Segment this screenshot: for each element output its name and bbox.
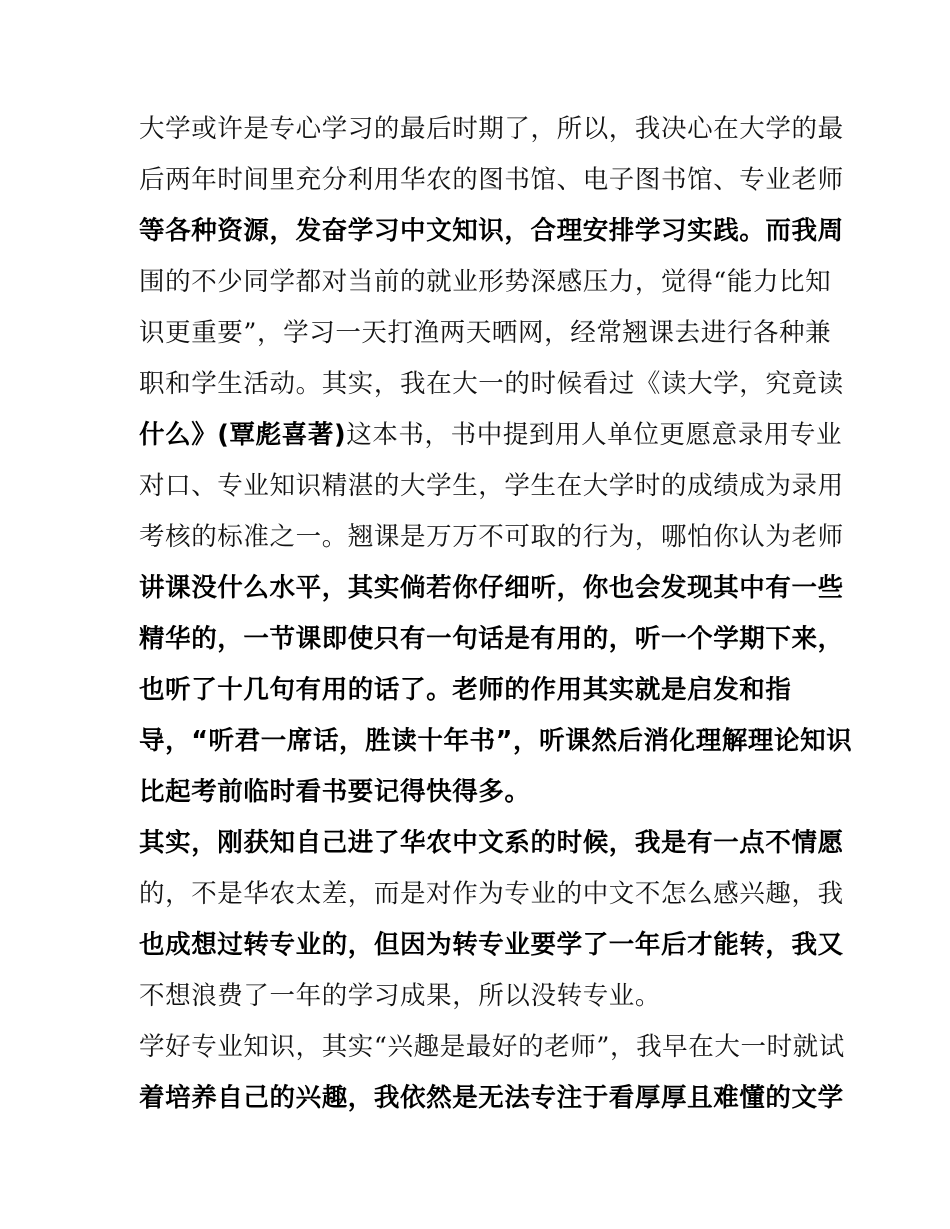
text-line-7-part-2: 这本书，书中提到用人单位更愿意录用专业 (346, 420, 843, 450)
text-line-20: 着培养自己的兴趣，我依然是无法专注于看厚厚且难懂的文学 (139, 1083, 844, 1113)
text-line-7-part-1: 什么》(覃彪喜著) (139, 420, 347, 450)
text-line-6: 职和学生活动。其实，我在大一的时候看过《读大学，究竟读 (139, 369, 844, 399)
text-line-8: 对口、专业知识精湛的大学生，学生在大学时的成绩成为录用 (139, 471, 844, 501)
text-line-16: 的，不是华农太差，而是对作为专业的中文不怎么感兴趣，我 (139, 879, 844, 909)
text-line-10: 讲课没什么水平，其实倘若你仔细听，你也会发现其中有一些 (139, 573, 844, 603)
text-line-17: 也成想过转专业的，但因为转专业要学了一年后才能转，我又 (139, 930, 844, 960)
text-line-3: 等各种资源，发奋学习中文知识，合理安排学习实践。而我周 (139, 216, 844, 246)
text-line-18: 不想浪费了一年的学习成果，所以没转专业。 (139, 981, 662, 1011)
text-line-12: 也听了十几句有用的话了。老师的作用其实就是启发和指 (139, 675, 792, 705)
text-line-14: 比起考前临时看书要记得快得多。 (139, 777, 531, 807)
text-line-11: 精华的，一节课即使只有一句话是有用的，听一个学期下来， (139, 624, 844, 654)
text-line-1: 大学或许是专心学习的最后时期了，所以，我决心在大学的最 (139, 114, 844, 144)
text-line-9: 考核的标准之一。翘课是万万不可取的行为，哪怕你认为老师 (139, 522, 844, 552)
text-line-7 (139, 415, 843, 455)
text-line-19: 学好专业知识，其实“兴趣是最好的老师”，我早在大一时就试 (139, 1032, 845, 1062)
text-line-4: 围的不少同学都对当前的就业形势深感压力，觉得“能力比知 (139, 267, 832, 297)
text-line-13: 导，“听君一席话，胜读十年书”，听课然后消化理解理论知识 (139, 726, 853, 756)
text-line-15: 其实，刚获知自己进了华农中文系的时候，我是有一点不情愿 (139, 828, 844, 858)
text-line-5: 识更重要”，学习一天打渔两天晒网，经常翘课去进行各种兼 (139, 318, 832, 348)
text-line-2: 后两年时间里充分利用华农的图书馆、电子图书馆、专业老师 (139, 165, 844, 195)
